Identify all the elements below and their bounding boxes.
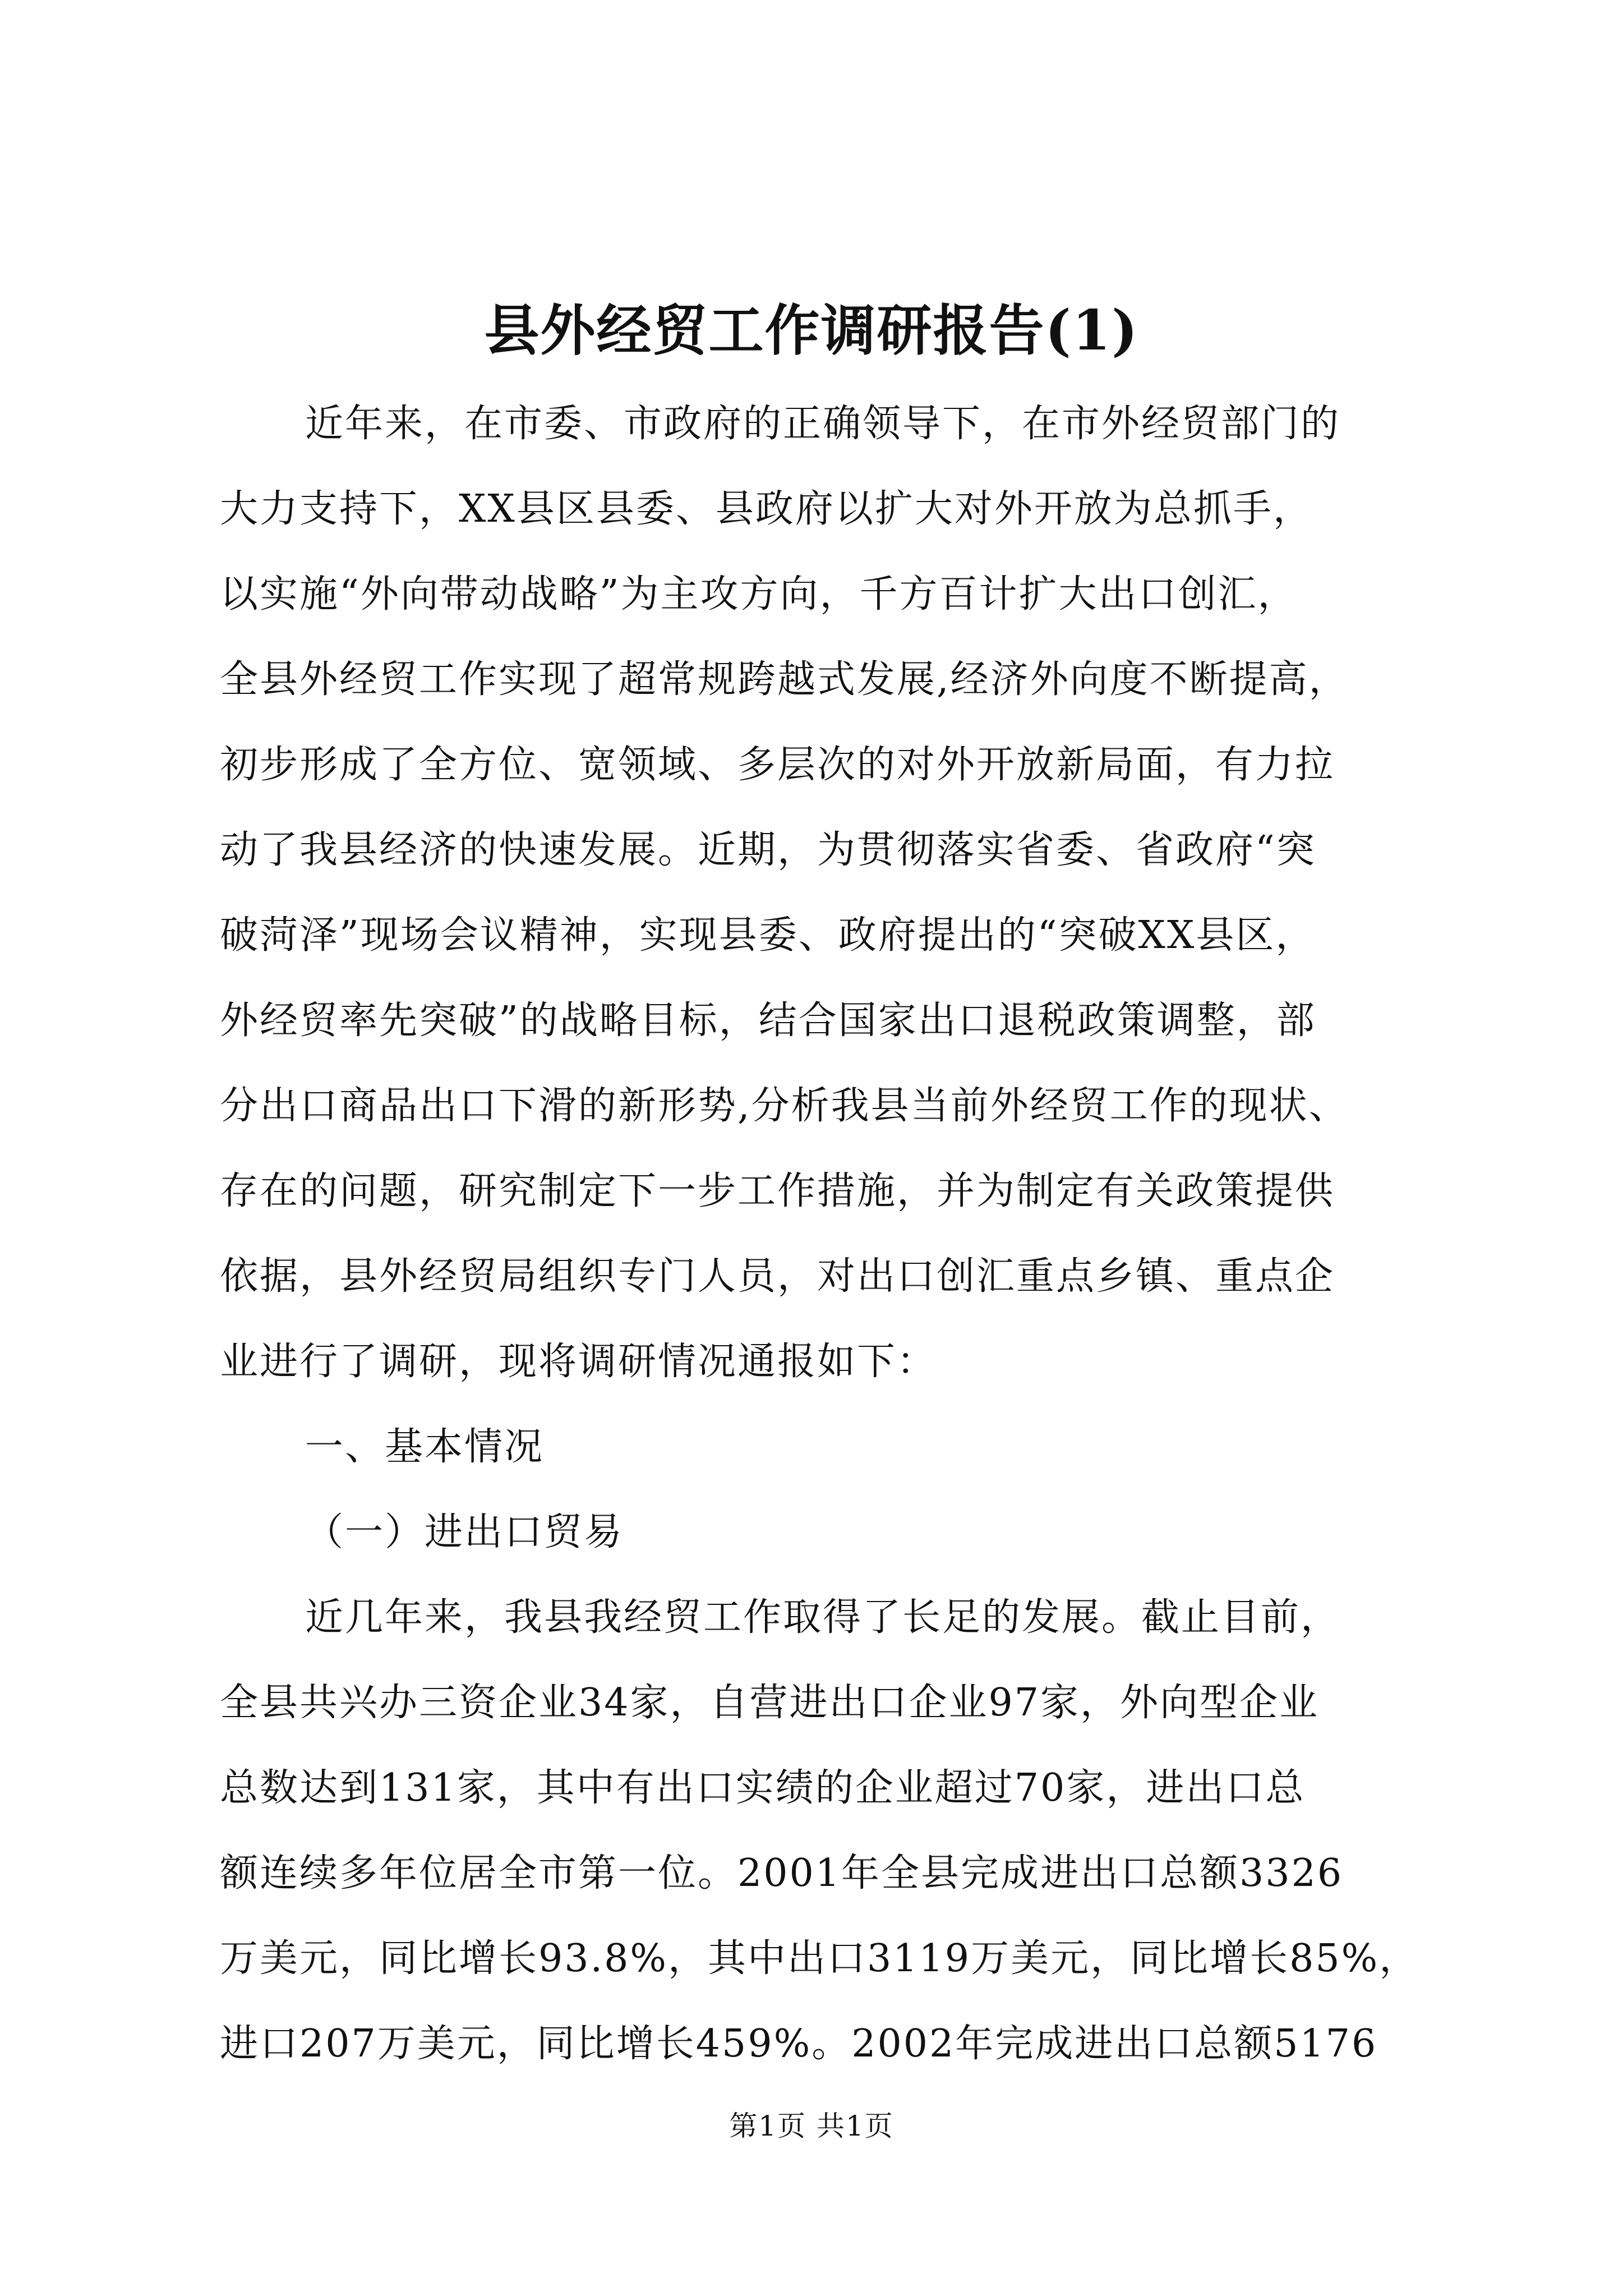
paragraph-line: 分出口商品出口下滑的新形势,分析我县当前外经贸工作的现状、 <box>220 1084 1349 1128</box>
paragraph-line: 万美元，同比增长93.8%，其中出口3119万美元，同比增长85%， <box>220 1936 1419 1981</box>
subsection-heading: （一）进出口贸易 <box>305 1510 624 1554</box>
paragraph-line: 全县共兴办三资企业34家，自营进出口企业97家，外向型企业 <box>220 1681 1320 1725</box>
paragraph-line: 大力支持下，XX县区县委、县政府以扩大对外开放为总抓手， <box>220 487 1313 531</box>
paragraph-line: 全县外经贸工作实现了超常规跨越式发展,经济外向度不断提高， <box>220 657 1349 702</box>
document-title: 县外经贸工作调研报告(1) <box>484 298 1139 363</box>
paragraph-line: 进口207万美元，同比增长459%。2002年完成进出口总额5176 <box>220 2022 1378 2066</box>
paragraph-line: 动了我县经济的快速发展。近期，为贯彻落实省委、省政府“突 <box>220 828 1316 872</box>
paragraph-line: 存在的问题，研究制定下一步工作措施，并为制定有关政策提供 <box>220 1169 1335 1213</box>
paragraph-line: 近年来，在市委、市政府的正确领导下，在市外经贸部门的 <box>305 402 1341 446</box>
paragraph-line: 近几年来，我县我经贸工作取得了长足的发展。截止目前， <box>305 1595 1341 1640</box>
section-heading: 一、基本情况 <box>305 1425 545 1469</box>
paragraph-line: 额连续多年位居全市第一位。2001年全县完成进出口总额3326 <box>220 1851 1344 1895</box>
page-footer: 第1页 共1页 <box>729 2110 894 2142</box>
paragraph-line: 业进行了调研，现将调研情况通报如下： <box>220 1340 937 1384</box>
document-body <box>220 381 1470 2087</box>
paragraph-line: 以实施“外向带动战略”为主攻方向，千方百计扩大出口创汇， <box>220 572 1298 616</box>
paragraph-line: 初步形成了全方位、宽领域、多层次的对外开放新局面，有力拉 <box>220 743 1335 787</box>
paragraph-line: 破菏泽”现场会议精神，实现县委、政府提出的“突破XX县区， <box>220 913 1316 958</box>
paragraph-line: 总数达到131家，其中有出口实绩的企业超过70家，进出口总 <box>220 1766 1306 1810</box>
paragraph-line: 依据，县外经贸局组织专门人员，对出口创汇重点乡镇、重点企 <box>220 1254 1335 1299</box>
paragraph-line: 外经贸率先突破”的战略目标，结合国家出口退税政策调整，部 <box>220 999 1316 1043</box>
